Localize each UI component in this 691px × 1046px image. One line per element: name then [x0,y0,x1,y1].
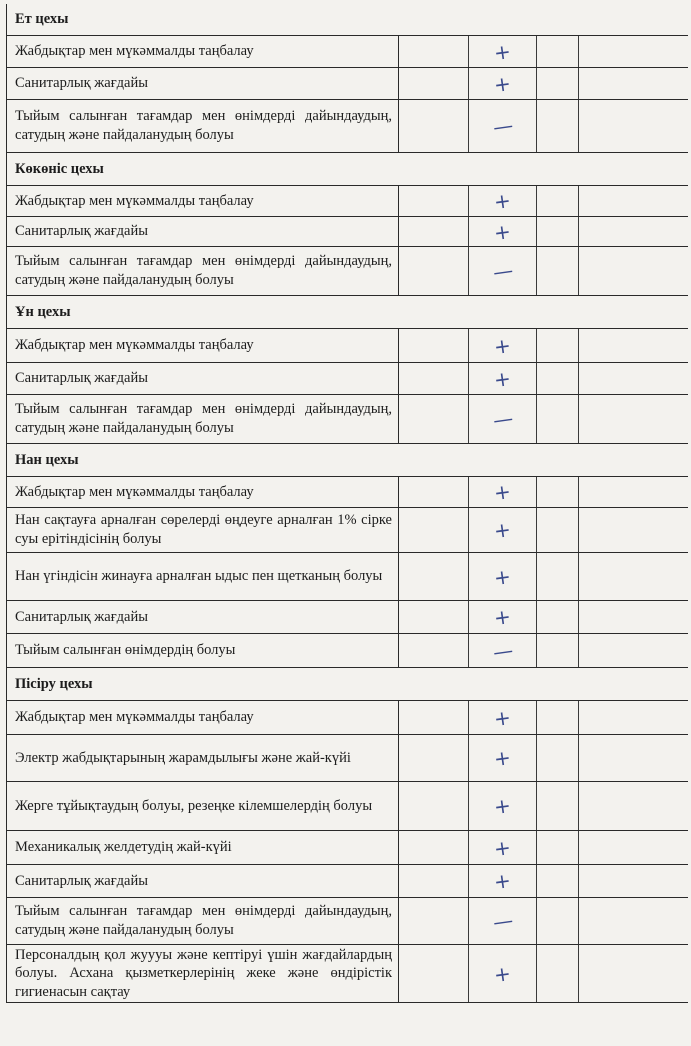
mark-cell [469,329,537,362]
checklist-row [7,831,688,865]
handwritten-mark: + [492,38,513,65]
empty-cell [579,601,688,633]
mark-cell [469,701,537,734]
section-title: Көкөніс цехы [15,160,104,177]
mark-cell [469,247,537,295]
empty-cell [537,508,579,552]
section-title: Нан цехы [15,451,79,468]
checklist-row [7,782,688,831]
checklist-row [7,945,688,1003]
empty-cell [579,735,688,781]
empty-cell [537,100,579,152]
row-label: Электр жабдықтарының жарамдылығы және жай-күйі [7,735,399,781]
row-label: Механикалық желдетудің жай-күйі [7,831,399,864]
empty-cell [537,247,579,295]
empty-cell [399,898,469,944]
empty-cell [537,782,579,830]
handwritten-mark: + [492,187,513,215]
checklist-row [7,247,688,296]
empty-cell [579,395,688,443]
handwritten-mark: + [492,332,513,359]
empty-cell [537,634,579,667]
empty-cell [399,68,469,99]
empty-cell [579,100,688,152]
row-label: Жабдықтар мен мүкәммалды таңбалау [7,701,399,734]
empty-cell [579,898,688,944]
empty-cell [399,701,469,734]
empty-cell [399,782,469,830]
handwritten-mark: + [492,867,513,895]
empty-cell [399,329,469,362]
checklist-table [6,4,688,1003]
checklist-row [7,363,688,395]
empty-cell [579,68,688,99]
row-label: Жабдықтар мен мүкәммалды таңбалау [7,477,399,507]
checklist-row [7,601,688,634]
handwritten-mark: — [490,257,515,285]
mark-cell [469,945,537,1002]
empty-cell [579,247,688,295]
row-label: Санитарлық жағдайы [7,217,399,246]
section-title: Ет цехы [15,11,69,28]
mark-cell [469,477,537,507]
empty-cell [399,217,469,246]
empty-cell [537,217,579,246]
section-header [7,296,688,329]
row-label: Санитарлық жағдайы [7,363,399,394]
empty-cell [537,601,579,633]
mark-cell [469,36,537,67]
checklist-row [7,477,688,508]
mark-cell [469,100,537,152]
section-header [7,4,688,36]
empty-cell [399,395,469,443]
empty-cell [537,831,579,864]
handwritten-mark: + [492,792,513,820]
checklist-row [7,634,688,668]
empty-cell [399,477,469,507]
empty-cell [537,865,579,897]
empty-cell [537,701,579,734]
checklist-row [7,865,688,898]
handwritten-mark: + [492,218,513,245]
handwritten-mark: + [492,704,513,731]
empty-cell [579,329,688,362]
mark-cell [469,553,537,600]
empty-cell [537,36,579,67]
checklist-row [7,701,688,735]
empty-cell [579,945,688,1002]
empty-cell [537,735,579,781]
mark-cell [469,217,537,246]
mark-cell [469,186,537,216]
empty-cell [579,831,688,864]
section-header [7,668,688,701]
handwritten-mark: + [492,563,513,590]
empty-cell [579,865,688,897]
mark-cell [469,898,537,944]
row-label: Санитарлық жағдайы [7,601,399,633]
row-label: Персоналдың қол жуууы және кептіруі үшін жағдайлардың болуы. Асхана қызметкерлерінің жеке және өндірістік гигиенасын сақтау [7,945,399,1002]
checklist-row [7,217,688,247]
checklist-row [7,100,688,153]
mark-cell [469,831,537,864]
handwritten-mark: + [492,834,513,861]
mark-cell [469,634,537,667]
mark-cell [469,363,537,394]
checklist-row [7,68,688,100]
checklist-row [7,553,688,601]
empty-cell [579,36,688,67]
empty-cell [537,945,579,1002]
mark-cell [469,508,537,552]
empty-cell [537,186,579,216]
empty-cell [399,186,469,216]
row-label: Нан үгіндісін жинауға арналған ыдыс пен щетканың болуы [7,553,399,600]
section-header [7,153,688,186]
section-title: Ұн цехы [15,303,71,320]
empty-cell [537,477,579,507]
empty-cell [537,395,579,443]
checklist-row [7,395,688,444]
empty-cell [579,186,688,216]
empty-cell [537,553,579,600]
row-label: Тыйым салынған тағамдар мен өнімдерді дайындаудың, сатудың және пайдаланудың болуы [7,247,399,295]
empty-cell [579,508,688,552]
handwritten-mark: — [490,907,515,935]
handwritten-mark: + [492,744,513,772]
mark-cell [469,782,537,830]
mark-cell [469,735,537,781]
empty-cell [579,553,688,600]
checklist-row [7,186,688,217]
empty-cell [537,363,579,394]
empty-cell [399,945,469,1002]
checklist-row [7,329,688,363]
handwritten-mark: — [490,112,515,140]
mark-cell [469,865,537,897]
empty-cell [399,36,469,67]
handwritten-mark: + [492,365,513,392]
empty-cell [579,701,688,734]
row-label: Санитарлық жағдайы [7,865,399,897]
handwritten-mark: — [490,637,515,664]
empty-cell [579,782,688,830]
empty-cell [399,247,469,295]
checklist-row [7,508,688,553]
row-label: Жабдықтар мен мүкәммалды таңбалау [7,36,399,67]
empty-cell [399,553,469,600]
row-label: Санитарлық жағдайы [7,68,399,99]
section-header [7,444,688,477]
handwritten-mark: + [492,960,513,987]
row-label: Тыйым салынған тағамдар мен өнімдерді дайындаудың, сатудың және пайдаланудың болуы [7,100,399,152]
handwritten-mark: + [492,516,513,544]
row-label: Жабдықтар мен мүкәммалды таңбалау [7,186,399,216]
mark-cell [469,395,537,443]
handwritten-mark: — [490,405,515,433]
empty-cell [399,100,469,152]
empty-cell [579,477,688,507]
mark-cell [469,601,537,633]
handwritten-mark: + [492,70,513,97]
empty-cell [399,865,469,897]
empty-cell [537,898,579,944]
empty-cell [579,363,688,394]
checklist-row [7,898,688,945]
handwritten-mark: + [492,603,513,631]
row-label: Нан сақтауға арналған сөрелерді өңдеуге арналған 1% сірке суы ерітіндісінің болуы [7,508,399,552]
empty-cell [579,634,688,667]
row-label: Жерге тұйықтаудың болуы, резеңке кілемшелердің болуы [7,782,399,830]
section-title: Пісіру цехы [15,675,93,692]
empty-cell [537,68,579,99]
empty-cell [537,329,579,362]
empty-cell [399,831,469,864]
row-label: Тыйым салынған тағамдар мен өнімдерді дайындаудың, сатудың және пайдаланудың болуы [7,395,399,443]
empty-cell [399,735,469,781]
handwritten-mark: + [492,478,513,506]
empty-cell [399,634,469,667]
mark-cell [469,68,537,99]
empty-cell [579,217,688,246]
row-label: Тыйым салынған өнімдердің болуы [7,634,399,667]
empty-cell [399,601,469,633]
checklist-row [7,735,688,782]
empty-cell [399,363,469,394]
row-label: Тыйым салынған тағамдар мен өнімдерді дайындаудың, сатудың және пайдаланудың болуы [7,898,399,944]
row-label: Жабдықтар мен мүкәммалды таңбалау [7,329,399,362]
checklist-row [7,36,688,68]
empty-cell [399,508,469,552]
